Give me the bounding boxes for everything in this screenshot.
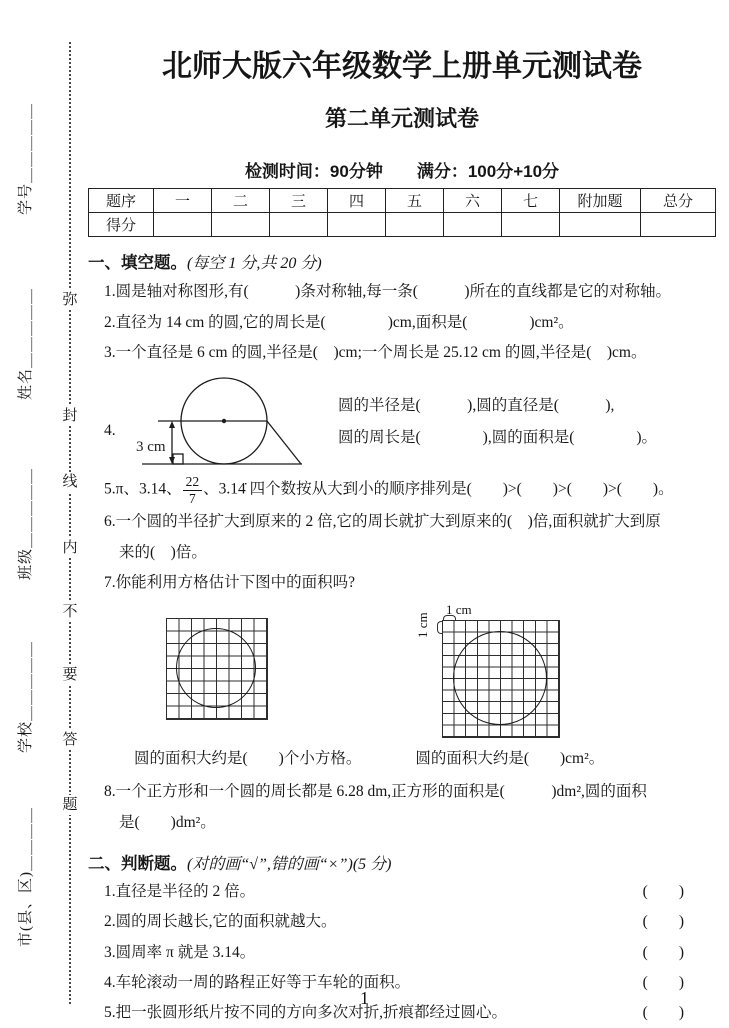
square-grid-10x10 [415, 602, 560, 738]
score-cell-empty [560, 212, 641, 236]
question-5-pre: 5.π、3.14、 [104, 480, 182, 498]
section-judge-title: 二、判断题。 [88, 854, 187, 873]
fraction-numerator: 22 [183, 474, 203, 491]
question-8-line1: 8.一个正方形和一个圆的周长都是 6.28 dm,正方形的面积是( )dm²,圆的面积 [104, 783, 647, 801]
score-cell-empty [154, 212, 212, 236]
grid-captions-row [104, 746, 716, 768]
question-3: 3.一个直径是 6 cm 的圆,半径是( )cm;一个周长是 25.12 cm 的圆,半径是( )cm。 [104, 344, 647, 362]
score-cell-empty [270, 212, 328, 236]
score-cell-empty [386, 212, 444, 236]
score-table-score-row [89, 212, 716, 236]
seal-char: 线 [60, 472, 80, 492]
test-paper [88, 40, 716, 1028]
judge-answer-blank: ( ) [642, 973, 684, 991]
seal-char: 要 [60, 665, 80, 685]
score-col-header: 四 [328, 188, 386, 212]
question-4-line2: 圆的周长是( ),圆的面积是( )。 [338, 429, 658, 447]
judge-item-text: 4.车轮滚动一周的路程正好等于车轮的面积。 [104, 973, 411, 991]
section-fill-title: 一、填空题。 [88, 253, 187, 272]
page-number: 1 [360, 988, 369, 1008]
score-table-header-row [89, 188, 716, 212]
score-col-header: 附加题 [560, 188, 641, 212]
grid-figure-right [415, 602, 560, 738]
judge-item-1 [104, 877, 716, 907]
question-2: 2.直径为 14 cm 的圆,它的周长是( )cm,面积是( )cm²。 [104, 313, 574, 331]
grid-figures-row [104, 602, 716, 738]
seal-char: 不 [60, 602, 80, 622]
paper-title: 北师大版六年级数学上册单元测试卷 [162, 50, 642, 83]
score-col-header: 三 [270, 188, 328, 212]
grid-right-caption: 圆的面积大约是( )cm²。 [415, 750, 605, 768]
question-4-line1: 圆的半径是( ),圆的直径是( ), [338, 396, 615, 414]
seal-char: 内 [60, 538, 80, 558]
score-cell-empty [444, 212, 502, 236]
judge-answer-blank: ( ) [642, 943, 684, 961]
seal-char: 封 [60, 406, 80, 426]
question-7: 7.你能利用方格估计下图中的面积吗? [104, 574, 356, 592]
left-cell-brace [437, 621, 442, 634]
judge-item-text: 1.直径是半径的 2 倍。 [104, 883, 256, 901]
city-county-field-label: 市(县、区)＿＿＿＿ [18, 807, 34, 947]
exam-time-score-info: 检测时间：90分钟 满分：100分+10分 [244, 161, 560, 181]
student-id-field-label: 学号＿＿＿＿＿ [18, 102, 34, 215]
question-8-line2: 是( )dm²。 [119, 813, 216, 831]
score-col-header: 一 [154, 188, 212, 212]
score-cell-empty [328, 212, 386, 236]
judge-answer-blank: ( ) [642, 883, 684, 901]
school-field-label: 学校＿＿＿＿＿ [18, 640, 34, 753]
square-grid-8x8 [166, 618, 268, 720]
score-cell-empty [502, 212, 560, 236]
unit-subtitle: 第二单元测试卷 [324, 105, 479, 131]
section-judge-heading [88, 851, 716, 878]
section-judge-note: (对的画“√”,错的画“×”)(5 分) [187, 855, 392, 873]
question-6-line1: 6.一个圆的半径扩大到原来的 2 倍,它的周长就扩大到原来的( )倍,面积就扩大到原 [104, 513, 661, 531]
unit-label-left: 1 cm [415, 612, 430, 639]
score-cell-empty [212, 212, 270, 236]
seal-char: 题 [60, 795, 80, 815]
name-field-label: 姓名＿＿＿＿＿ [18, 287, 34, 400]
judge-item-text: 2.圆的周长越长,它的面积就越大。 [104, 913, 337, 931]
score-col-header: 二 [212, 188, 270, 212]
class-field-label: 班级＿＿＿＿＿ [18, 467, 34, 580]
circle-triangle-diagram [130, 372, 310, 472]
question-4 [104, 372, 716, 472]
judge-item-text: 5.把一张圆形纸片按不同的方向多次对折,折痕都经过圆心。 [104, 1003, 508, 1021]
inscribed-circle [453, 631, 547, 725]
judge-answer-blank: ( ) [642, 1003, 684, 1021]
question-5-post: 、3.14̇ 四个数按从大到小的顺序排列是( )>( )>( )>( )。 [203, 480, 674, 498]
score-col-header: 总分 [641, 188, 716, 212]
grid-left-caption: 圆的面积大约是( )个小方格。 [134, 750, 362, 768]
seal-char: 答 [60, 730, 80, 750]
seal-char: 弥 [60, 290, 80, 310]
judge-answer-blank: ( ) [642, 913, 684, 931]
inscribed-circle [176, 628, 256, 708]
judge-item-3 [104, 938, 716, 968]
score-col-header: 五 [386, 188, 444, 212]
question-4-text [338, 390, 657, 455]
fraction-denominator: 7 [188, 490, 196, 506]
section-fill-note: (每空 1 分,共 20 分) [187, 254, 322, 272]
score-cell-empty [641, 212, 716, 236]
seal-dotted-line [69, 42, 71, 1004]
judge-item-2 [104, 907, 716, 937]
question-5 [104, 474, 716, 506]
unit-label-top: 1 cm [446, 602, 472, 618]
question-6-line2: 来的( )倍。 [119, 543, 207, 561]
score-col-header: 六 [444, 188, 502, 212]
score-col-header: 七 [502, 188, 560, 212]
fraction-22-over-7 [183, 474, 203, 506]
fill-questions [88, 278, 716, 837]
score-col-header: 题序 [89, 188, 154, 212]
question-1: 1.圆是轴对称图形,有( )条对称轴,每一条( )所在的直线都是它的对称轴。 [104, 283, 672, 301]
grid-figure-left [166, 618, 268, 738]
section-fill-heading [88, 250, 716, 277]
question-4-number: 4. [104, 422, 116, 440]
score-row-label: 得分 [89, 212, 154, 236]
radius-dimension-label: 3 cm [136, 439, 166, 456]
score-table [88, 188, 716, 237]
judge-item-text: 3.圆周率 π 就是 3.14。 [104, 943, 256, 961]
